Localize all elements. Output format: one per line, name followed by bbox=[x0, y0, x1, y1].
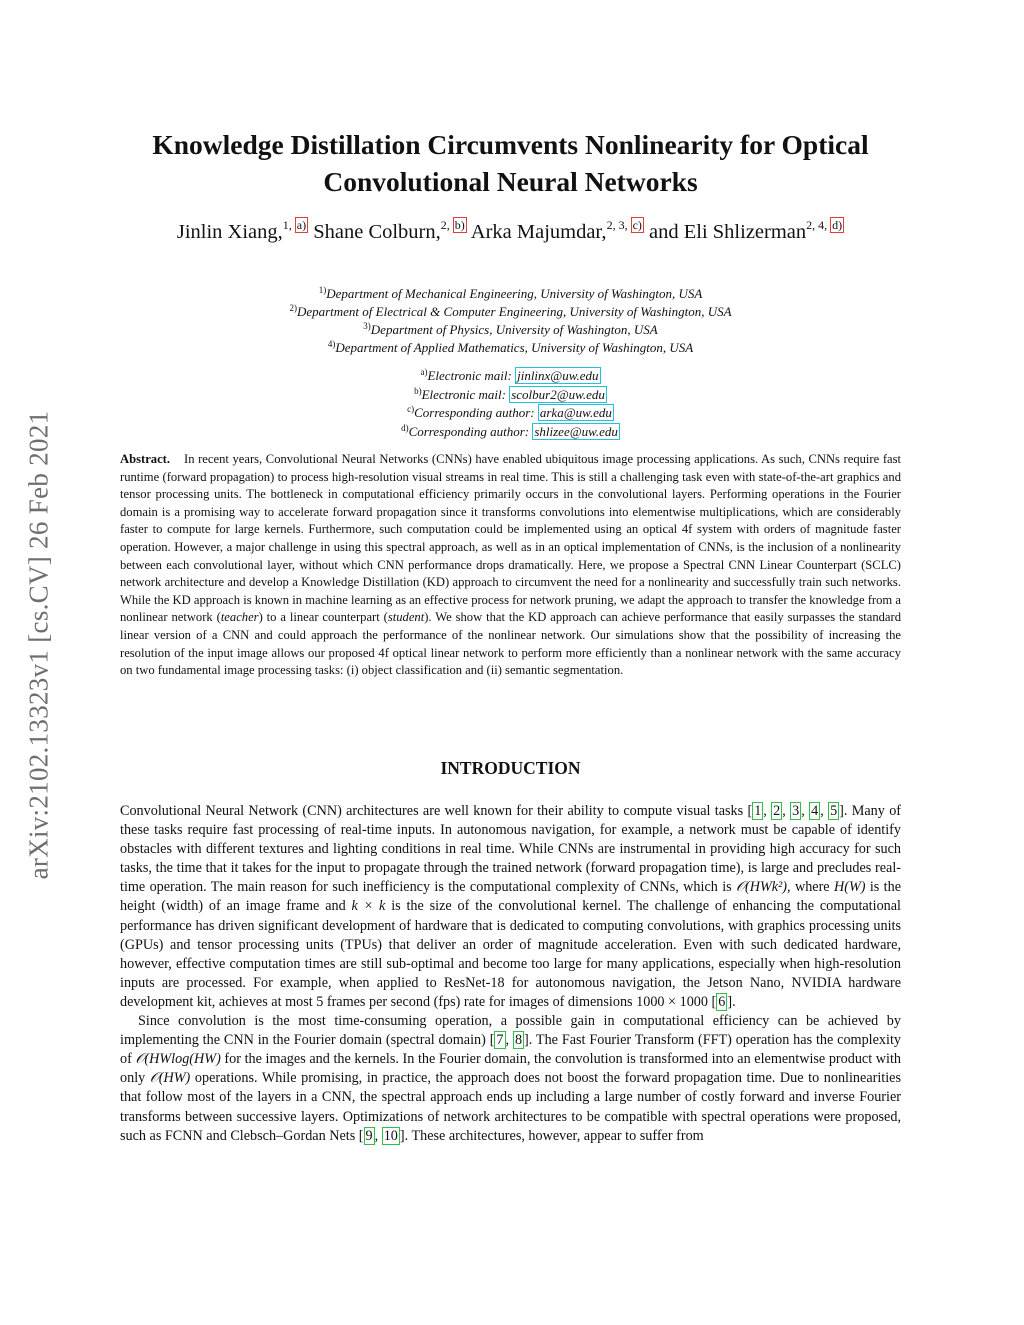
math: 1000 × 1000 bbox=[636, 993, 708, 1010]
affiliation-line: $^{2)}$Department of Electrical & Computer Engineering, University of Washington, USA bbox=[289, 303, 732, 319]
affiliation-line: $^{1)}$Department of Mechanical Engineering, University of Washington, USA bbox=[318, 285, 703, 301]
math: H(W) bbox=[833, 879, 866, 896]
arxiv-identifier: arXiv:2102.13323v1 [cs.CV] 26 Feb 2021 bbox=[23, 410, 54, 880]
math: k × k bbox=[351, 898, 386, 915]
author-name: and Eli Shlizerman bbox=[643, 221, 807, 243]
paper-title: Knowledge Distillation Circumvents Nonlinearity for Optical Convolutional Neural Networks bbox=[152, 129, 869, 197]
section-heading: INTRODUCTION bbox=[440, 758, 581, 778]
footnote-link[interactable]: c) bbox=[632, 218, 642, 232]
email-line: $^{d)}$Corresponding author: shlizee@uw.edu bbox=[401, 422, 618, 439]
paragraph: Since convolution is the most time-consuming operation, a possible gain in computational efficiency can be achieved by implementing the CNN in the Fourier domain (spectral domain) [ 7 , 8 ]. The Fast Fourier Transform (FFT) operation has the complexity of 𝒪(HWlog(HW) for the images and the kernels. In the Fourier domain, the convolution is transformed into an elementwise product with only 𝒪(HW) operations. While promising, in practice, the approach does not boost the forward propagation time. Due to nonlinearities that follow most of the layers in a CNN, the spectral approach ends up including a large number of costly forward and inverse Fourier transforms between successive layers. Optimizations of network architectures to be compatible with spectral operations were proposed, such as FCNN and Clebsch–Gordan Nets [ 9 , 10 ]. These architectures, however, appear to suffer from bbox=[120, 1013, 901, 1144]
citation-link[interactable]: 7 bbox=[496, 1032, 504, 1049]
author-affil-sup: 1, bbox=[282, 218, 295, 232]
math: 𝒪(HWk²) bbox=[736, 879, 788, 896]
citation-link[interactable]: 3 bbox=[792, 803, 800, 819]
author-affil-sup: 2, 4, bbox=[806, 218, 831, 232]
email-link[interactable]: shlizee@uw.edu bbox=[534, 423, 618, 439]
email-list bbox=[120, 367, 901, 441]
email-link[interactable]: arka@uw.edu bbox=[539, 405, 612, 420]
affiliation-line: $^{3)}$Department of Physics, University of Washington, USA bbox=[363, 321, 658, 337]
citation-link[interactable]: 4 bbox=[811, 803, 819, 819]
citation-link[interactable]: 2 bbox=[773, 803, 781, 819]
email-line: $^{a)}$Electronic mail: jinlinx@uw.edu bbox=[420, 367, 599, 383]
paragraph: Convolutional Neural Network (CNN) architectures are well known for their ability to compute visual tasks [ 1 , 2 , 3 , 4 , 5 ]. Many of these tasks require fast processing of real-time inputs. In autonomous navigation, for example, a network must be capable of identify obstacles with different textures and lighting conditions in real time. While CNNs are instrumental in providing high accuracy for such tasks, the time that it takes for the input to propagate through the trained network (forward propagation time), is large and precludes real-time operation. The main reason for such inefficiency is the computational complexity of CNNs, which is 𝒪(HWk²), where H(W) is the height (width) of an image frame and k × k is the size of the convolutional kernel. The challenge of enhancing the computational performance has driven significant development of hardware that is dedicated to computing convolutions, with graphics processing units (GPUs) and tensor processing units (TPUs) that deliver an order of magnitude acceleration. Even with such dedicated hardware, however, effective computation times are still sub-optimal and become too large for many applications, especially when high-resolution inputs are processed. For example, when applied to ResNet-18 for autonomous navigation, the Jetson Nano, NVIDIA hardware development kit, achieves at most 5 frames per second (fps) rate for images of dimensions 1000 × 1000 [ 6 ]. bbox=[120, 803, 902, 1010]
author-name: Shane Colburn, bbox=[308, 221, 441, 243]
author-name: Arka Majumdar, bbox=[466, 221, 607, 243]
arxiv-sidebar bbox=[18, 350, 60, 940]
citation-link[interactable]: 5 bbox=[830, 803, 838, 819]
citation-link[interactable]: 1 bbox=[754, 803, 762, 819]
email-line: $^{c)}$Corresponding author: arka@uw.edu bbox=[407, 404, 612, 420]
introduction-body bbox=[120, 802, 901, 1146]
abstract: Abstract. In recent years, Convolutional Neural Networks (CNNs) have enabled ubiquitous image processing applications. As such, CNNs require fast runtime (forward propagation) to process high-resolution visual streams in real time. This is still a challenging task even with state-of-the-art graphics and tensor processing units. The bottleneck in computational efficiency primarily occurs in the convolutional layers. Performing operations in the Fourier domain is a promising way to accelerate forward propagation since it transforms convolutions into elementwise multiplications, which are considerably faster to compute for large kernels. Furthermore, such computation could be implemented using an optical 4f system with orders of magnitude faster operation. However, a major challenge in using this spectral approach, as well as in an optical implementation of CNNs, is the inclusion of a nonlinearity between each convolutional layer, without which CNN performance drops dramatically. Here, we propose a Spectral CNN Linear Counterpart (SCLC) network architecture and develop a Knowledge Distillation (KD) approach to circumvent the need for a nonlinearity and successfully train such networks. While the KD approach is known in machine learning as an effective process for network pruning, we adapt the approach to transfer the knowledge from a nonlinear network (teacher) to a linear counterpart (student). We show that the KD approach can achieve performance that easily surpasses the standard linear version of a CNN and could approach the performance of the nonlinear network. Our simulations show that the possibility of increasing the resolution of the input image allows our proposed 4f optical linear network to perform more efficiently than a nonlinear network with the same accuracy on two fundamental image processing tasks: (i) object classification and (ii) semantic segmentation. bbox=[120, 452, 901, 678]
citation-link[interactable]: 10 bbox=[383, 1127, 398, 1144]
author-affil-sup: 2, 3, bbox=[606, 218, 631, 232]
citation-link[interactable]: 6 bbox=[718, 993, 726, 1010]
author-list bbox=[120, 217, 901, 247]
abstract-label: Abstract. bbox=[120, 452, 171, 466]
math: 𝒪(HW) bbox=[149, 1070, 191, 1087]
email-line: $^{b)}$Electronic mail: scolbur2@uw.edu bbox=[414, 385, 605, 402]
author-affil-sup: 2, bbox=[440, 218, 453, 232]
affiliation-list bbox=[120, 285, 901, 357]
footnote-link[interactable]: a) bbox=[296, 218, 307, 232]
footnote-link[interactable]: b) bbox=[454, 218, 465, 232]
math: 𝒪(HWlog(HW) bbox=[135, 1051, 221, 1068]
email-link[interactable]: jinlinx@uw.edu bbox=[517, 368, 599, 383]
email-link[interactable]: scolbur2@uw.edu bbox=[511, 386, 605, 402]
citation-link[interactable]: 8 bbox=[514, 1032, 523, 1049]
author-name: Jinlin Xiang, bbox=[176, 221, 283, 243]
affiliation-line: $^{4)}$Department of Applied Mathematics, University of Washington, USA bbox=[327, 339, 694, 355]
citation-link[interactable]: 9 bbox=[365, 1127, 373, 1144]
footnote-link[interactable]: d) bbox=[832, 218, 843, 232]
